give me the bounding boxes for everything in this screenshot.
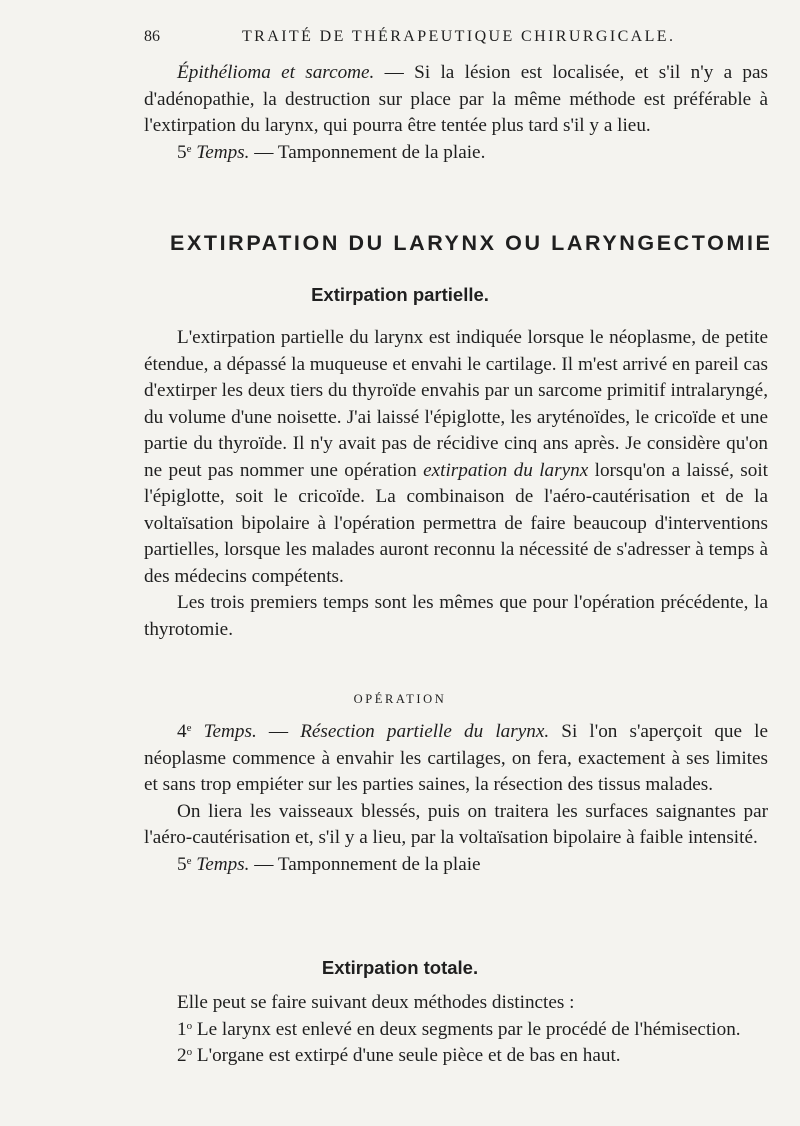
paragraph-methodes: Elle peut se faire suivant deux méthodes distinctes : [177, 992, 575, 1013]
paragraph-group-partielle [144, 325, 768, 643]
paragraph-temps-5: 5e Temps. — Tamponnement de la plaie. [177, 141, 486, 163]
paragraph-label: Temps. [191, 721, 257, 742]
paragraph-temps-5-b: 5e Temps. — Tamponnement de la plaie [177, 853, 481, 875]
running-header [144, 28, 760, 52]
paragraph-label: Temps. [191, 853, 250, 875]
page-number: 86 [144, 28, 160, 45]
paragraph-methode-1: 1$^o$ Le larynx est enlevé en deux segments par le procédé de l'hémisection. [177, 1018, 741, 1040]
paragraph-partielle-indication: L'extirpation partielle du larynx est indiquée lorsque le néoplasme, de petite étendue, a dépassé la muqueuse et envahi le cartilage. Il m'est arrivé en pareil cas d'extirper les deux tiers du thyroïde envahis par un sarcome primitif intralaryngé, du volume d'une noisette. J'ai laissé l'épiglotte, les aryténoïdes, le cricoïde et une partie du thyroïde. Il n'y avait pas de récidive cinq ans après. Je considère qu'on ne peut pas nommer une opération extirpation du larynx lorsqu'on a laissé, soit l'épiglotte, soit le cricoïde. La combinaison de l'aéro-cautérisation et de la voltaïsation bipolaire à l'opération permettra de faire beaucoup d'interventions partielles, lorsque les malades auront reconnu la nécessité de s'adresser à temps à des médecins compétents. [144, 327, 769, 587]
section-title: EXTIRPATION DU LARYNX OU LARYNGECTOMIE [170, 231, 773, 255]
operation-label: OPÉRATION [353, 692, 447, 706]
paragraph-group-epithelioma [144, 60, 768, 166]
paragraph-ligature: On liera les vaisseaux blessés, puis on traitera les surfaces saignantes par l'aéro-cautérisation et, s'il y a lieu, par la voltaïsation bipolaire à faible intensité. [144, 800, 768, 848]
paragraph-label: Temps. [191, 141, 250, 163]
subheading-extirpation-totale: Extirpation totale. [321, 957, 479, 978]
running-title: TRAITÉ DE THÉRAPEUTIQUE CHIRURGICALE. [242, 28, 676, 45]
paragraph-group-totale [144, 990, 768, 1070]
subheading-extirpation-partielle: Extirpation partielle. [311, 284, 489, 305]
paragraph-label: Épithélioma et sarcome. [177, 62, 375, 83]
paragraph-epithelioma: Épithélioma et sarcome. — Si la lésion est localisée, et s'il n'y a pas d'adénopathie, la destruction sur place par la même méthode est préférable à l'extirpation du larynx, qui pourra être tentée plus tard s'il y a lieu. [144, 62, 768, 136]
paragraph-group-operation [144, 719, 768, 878]
paragraph-trois-temps: Les trois premiers temps sont les mêmes que pour l'opération précédente, la thyrotomie. [144, 592, 768, 640]
paragraph-methode-2: 2$^o$ L'organe est extirpé d'une seule pièce et de bas en haut. [177, 1045, 621, 1066]
paragraph-temps-4: 4e Temps. — Résection partielle du larynx. Si l'on s'aperçoit que le néoplasme commence à envahir les cartilages, on fera, exactement à ses limites et sans trop empiéter sur les parties saines, la résection des tissus malades. [144, 721, 769, 795]
